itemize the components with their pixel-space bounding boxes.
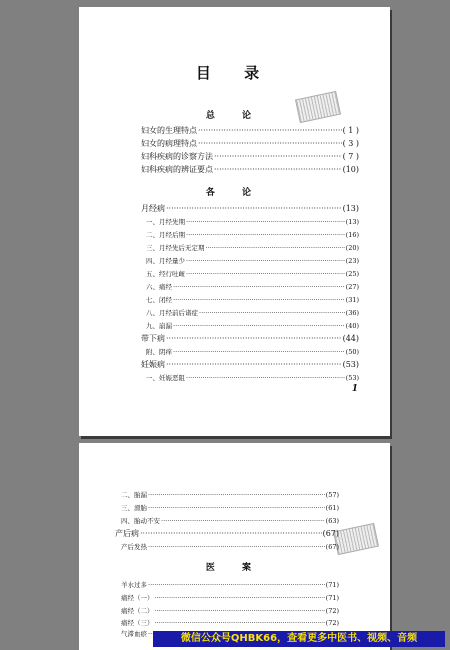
toc-entry[interactable]: 羊水过多 ····· (71) [121, 577, 339, 590]
document-page-2 [79, 443, 390, 650]
toc-entry[interactable]: 妇女的病理特点 ····· ( 3 ) [141, 136, 359, 149]
toc-entry[interactable]: 五、经行吐衄 ····· (25) [146, 266, 359, 279]
toc-entry[interactable]: 痛经（二） ····· (72) [121, 603, 339, 616]
section-heading-specific: 各 论 [205, 188, 264, 198]
toc-entry[interactable]: 九、崩漏 ····· (40) [146, 318, 359, 331]
toc-entry[interactable]: 产后病 ····· (67) [115, 526, 339, 539]
toc-entry[interactable]: 产后发热 ····· (67) [121, 539, 339, 552]
toc-entry[interactable]: 痛经（三） ····· (72) [121, 615, 339, 628]
toc-entry[interactable]: 气滞血瘀 ····· [121, 626, 339, 639]
page-number: 1 [351, 384, 358, 394]
watermark-banner: 微信公众号QHBK66，查看更多中医书、视频、音频 [153, 631, 445, 647]
library-stamp [333, 523, 379, 555]
toc-entry[interactable]: 三、月经先后无定期 ····· (20) [146, 240, 359, 253]
toc-entry[interactable]: 四、月经量少 ····· (23) [146, 253, 359, 266]
toc-entry[interactable]: 妇科疾病的辨证要点 ····· (10) [141, 162, 359, 175]
section-heading-general: 总 论 [205, 111, 264, 121]
toc-entry[interactable]: 带下病 ····· (44) [141, 331, 359, 344]
section-heading-cases: 医 案 [205, 563, 264, 573]
toc-entry[interactable]: 七、闭经 ····· (31) [146, 292, 359, 305]
toc-entry[interactable]: 八、月经前后诸症 ····· (36) [146, 305, 359, 318]
toc-entry[interactable]: 六、痛经 ····· (27) [146, 279, 359, 292]
toc-entry[interactable]: 二、胎漏 ····· (57) [121, 487, 339, 500]
toc-entry[interactable]: 附、阴痒 ····· (50) [146, 344, 359, 357]
toc-entry[interactable]: 一、妊娠恶阻 ····· (53) [146, 370, 359, 383]
toc-entry[interactable]: 四、胎动不安 ····· (63) [121, 513, 339, 526]
toc-entry[interactable]: 妇女的生理特点 ····· ( 1 ) [141, 123, 359, 136]
toc-entry[interactable]: 痛经（一） ····· (71) [121, 590, 339, 603]
toc-entry[interactable]: 二、月经后期 ····· (16) [146, 227, 359, 240]
page-title: 目 录 [195, 64, 274, 82]
toc-entry[interactable]: 妇科疾病的诊察方法 ····· ( 7 ) [141, 149, 359, 162]
toc-entry[interactable]: 妊娠病 ····· (53) [141, 357, 359, 370]
toc-entry[interactable]: 月经病 ····· (13) [141, 201, 359, 214]
toc-entry[interactable]: 三、滑胎 ····· (61) [121, 500, 339, 513]
document-page-1 [79, 7, 390, 436]
toc-entry[interactable]: 一、月经先期 ····· (13) [146, 214, 359, 227]
